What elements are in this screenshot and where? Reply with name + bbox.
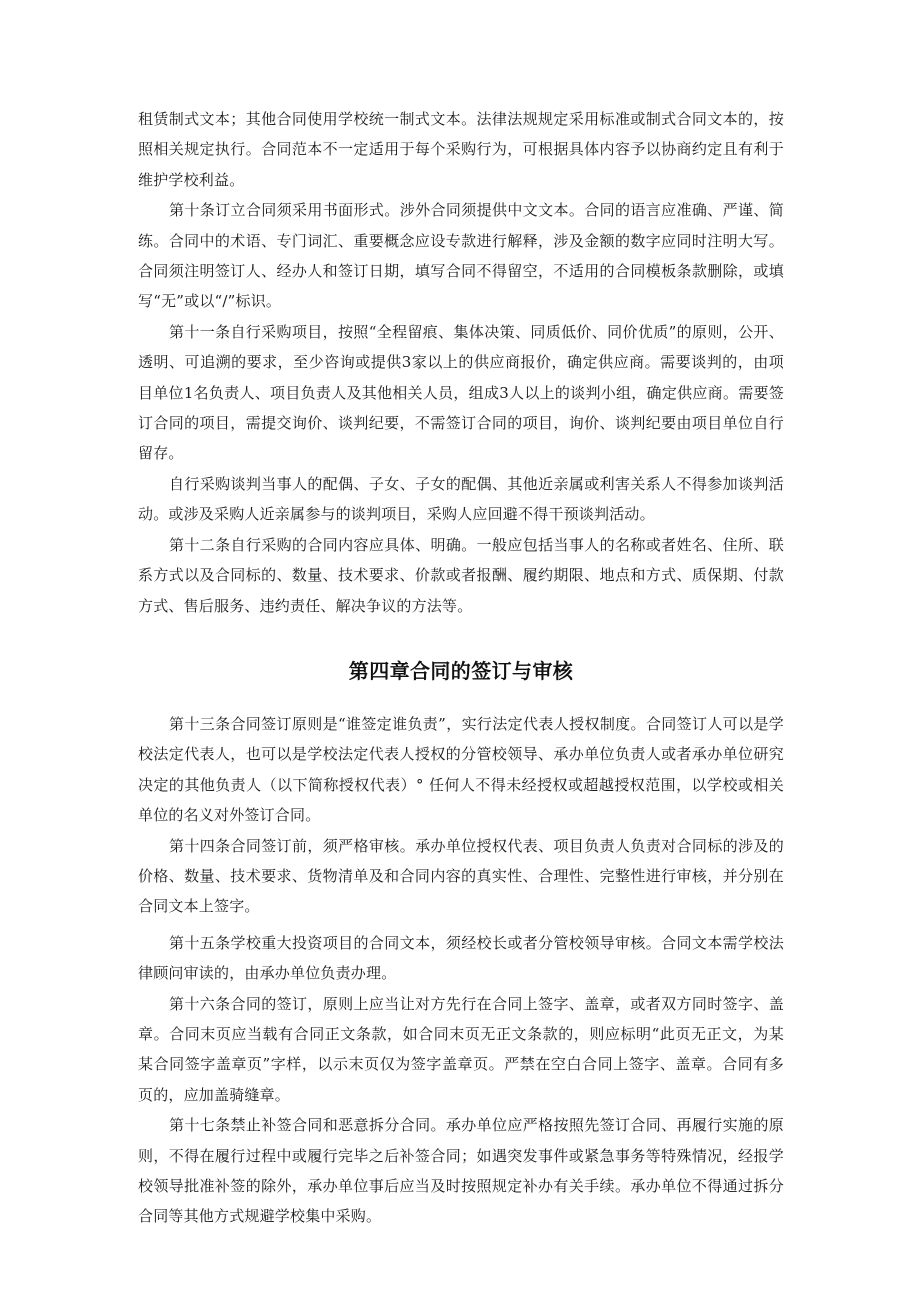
paragraph-continuation: 租赁制式文本；其他合同使用学校统一制式文本。法律法规规定采用标准或制式合同文本的，按照相关规定执行。合同范本不一定适用于每个采购行为，可根据具体内容予以协商约定且有利于维护学校利益。	[138, 110, 784, 189]
chapter-heading: 第四章合同的签订与审核	[348, 658, 574, 683]
paragraph-article-17: 第十七条禁止补签合同和恶意拆分合同。承办单位应严格按照先签订合同、再履行实施的原则，不得在履行过程中或履行完毕之后补签合同；如遇突发事件或紧急事务等特殊情况，经报学校领导批准补签的除外，承办单位事后应当及时按照规定补办有关手续。承办单位不得通过拆分合同等其他方式规避学校集中采购。	[138, 1116, 784, 1226]
paragraph-negotiation-recusal: 自行采购谈判当事人的配偶、子女、子女的配偶、其他近亲属或利害关系人不得参加谈判活动。或涉及采购人近亲属参与的谈判项目，采购人应回避不得干预谈判活动。	[138, 474, 784, 524]
paragraph-article-12: 第十二条自行采购的合同内容应具体、明确。一般应包括当事人的名称或者姓名、住所、联系方式以及合同标的、数量、技术要求、价款或者报酬、履约期限、地点和方式、质保期、付款方式、售后服务、违约责任、解决争议的方法等。	[138, 535, 784, 615]
paragraph-article-15: 第十五条学校重大投资项目的合同文本，须经校长或者分管校领导审核。合同文本需学校法律顾问审读的，由承办单位负责办理。	[138, 933, 784, 983]
paragraph-article-10: 第十条订立合同须采用书面形式。涉外合同须提供中文文本。合同的语言应准确、严谨、简练。合同中的术语、专门词汇、重要概念应设专款进行解释，涉及金额的数字应同时注明大写。合同须注明签订人、经办人和签订日期，填写合同不得留空，不适用的合同模板条款删除，或填写“无”或以“/”标识。	[138, 201, 784, 311]
paragraph-article-11: 第十一条自行采购项目，按照“全程留痕、集体决策、同质低价、同价优质”的原则，公开、透明、可追溯的要求，至少咨询或提供3家以上的供应商报价，确定供应商。需要谈判的，由项目单位1名负责人、项目负责人及其他相关人员，组成3人以上的谈判小组，确定供应商。需要签订合同的项目，需提交询价、谈判纪要，不需签订合同的项目，询价、谈判纪要由项目单位自行留存。	[138, 322, 784, 463]
document-page	[138, 104, 784, 1232]
paragraph-article-14: 第十四条合同签订前，须严格审核。承办单位授权代表、项目负责人负责对合同标的涉及的价格、数量、技术要求、货物清单及和合同内容的真实性、合理性、完整性进行审核，并分别在合同文本上签字。	[138, 836, 784, 916]
paragraph-article-16: 第十六条合同的签订，原则上应当让对方先行在合同上签字、盖章，或者双方同时签字、盖章。合同末页应当载有合同正文条款，如合同末页无正文条款的，则应标明“此页无正文，为某某合同签字盖章页”字样，以示末页仅为签字盖章页。严禁在空白合同上签字、盖章。合同有多页的，应加盖骑缝章。	[138, 994, 784, 1104]
paragraph-article-13: 第十三条合同签订原则是“谁签定谁负责”，实行法定代表人授权制度。合同签订人可以是学校法定代表人，也可以是学校法定代表人授权的分管校领导、承办单位负责人或者承办单位研究决定的其他负责人（以下简称授权代表）° 任何人不得未经授权或超越授权范围，以学校或相关单位的名义对外签订合同。	[138, 714, 784, 825]
